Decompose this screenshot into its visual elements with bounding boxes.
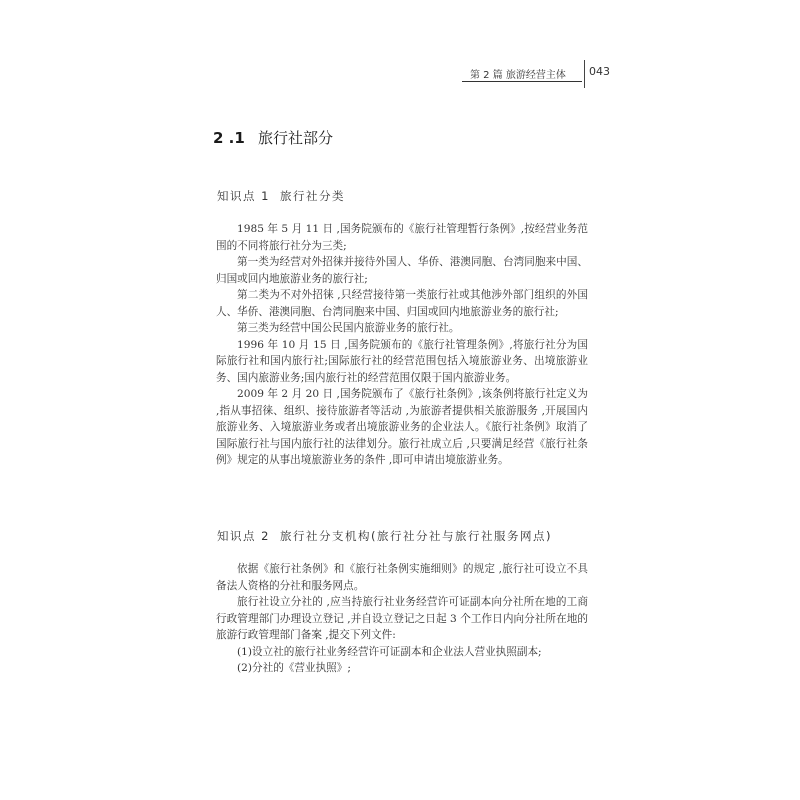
paragraph: 依据《旅行社条例》和《旅行社条例实施细则》的规定 ,旅行社可设立不具备法人资格的分社和服务网点。 (216, 563, 588, 592)
header-chapter: 第 2 篇 旅游经营主体 (470, 70, 566, 81)
knowledge-point-label: 知识点 1 (217, 189, 270, 203)
header-underline (462, 81, 582, 82)
section-title: 旅行社部分 (258, 129, 334, 147)
knowledge-point-1-body (216, 221, 588, 469)
section-heading (213, 127, 333, 148)
knowledge-point-title: 旅行社分支机构(旅行社分社与旅行社服务网点) (279, 529, 552, 543)
knowledge-point-title: 旅行社分类 (279, 189, 345, 203)
paragraph: 1996 年 10 月 15 日 ,国务院颁布的《旅行社管理条例》,将旅行社分为国际旅行社和国内旅行社;国际旅行社的经营范围包括入境旅游业务、出境旅游业务、国内旅游业务;国内旅行社的经营范围仅限于国内旅游业务。 (216, 338, 588, 384)
paragraph: 旅行社设立分社的 ,应当持旅行社业务经营许可证副本向分社所在地的工商行政管理部门办理设立登记 ,并自设立登记之日起 3 个工作日内向分社所在地的旅游行政管理部门备案 ,提交下列文件: (216, 596, 588, 641)
paragraph: 1985 年 5 月 11 日 ,国务院颁布的《旅行社管理暂行条例》,按经营业务范围的不同将旅行社分为三类; (216, 223, 588, 252)
paragraph: 第三类为经营中国公民国内旅游业务的旅行社。 (237, 322, 460, 334)
knowledge-point-2-body (216, 561, 588, 677)
paragraph: (1)设立社的旅行社业务经营许可证副本和企业法人营业执照副本; (237, 645, 542, 658)
paragraph: (2)分社的《营业执照》; (237, 662, 351, 674)
page-number: 043 (589, 65, 610, 78)
paragraph: 第一类为经营对外招徕并接待外国人、华侨、港澳同胞、台湾同胞来中国、归国或回内地旅游业务的旅行社; (216, 256, 588, 285)
paragraph: 2009 年 2 月 20 日 ,国务院颁布了《旅行社条例》,该条例将旅行社定义为 ,指从事招徕、组织、接待旅游者等活动 ,为旅游者提供相关旅游服务 ,开展国内旅游业务、入境旅游业务或者出境旅游业务的企业法人。《旅行社条例》取消了国际旅行社与国内旅行社的法律划分。旅行社成立后 ,只要满足经营《旅行社条例》规定的从事出境旅游业务的条件 ,即可申请出境旅游业务。 (216, 388, 588, 466)
knowledge-point-2-heading (217, 528, 552, 544)
header-divider (584, 60, 585, 88)
knowledge-point-label: 知识点 2 (217, 529, 270, 543)
running-header (462, 66, 612, 92)
paragraph: 第二类为不对外招徕 ,只经营接待第一类旅行社或其他涉外部门组织的外国人、华侨、港澳同胞、台湾同胞来中国、归国或回内地旅游业务的旅行社; (216, 289, 588, 318)
knowledge-point-1-heading (217, 188, 345, 204)
section-number: 2 .1 (213, 129, 245, 147)
